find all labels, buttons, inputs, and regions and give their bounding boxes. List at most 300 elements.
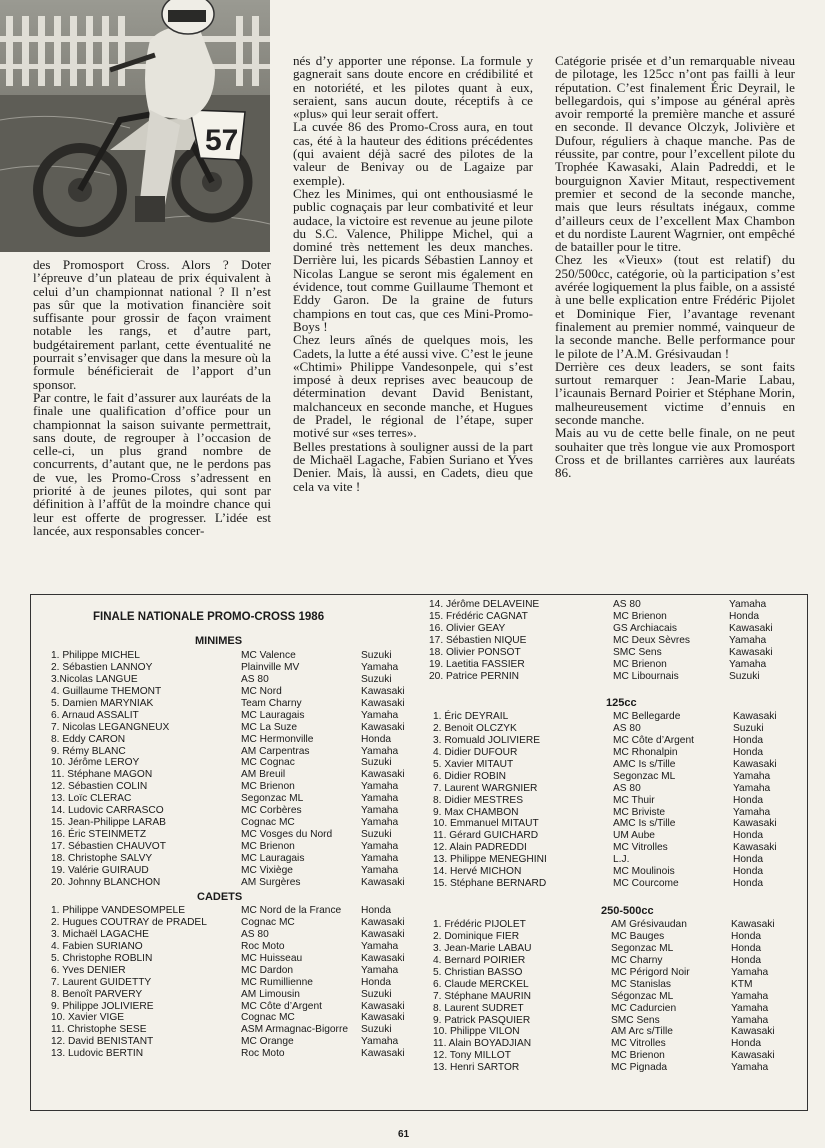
- club-name: MC Bellegarde: [613, 711, 681, 722]
- club-name: AM Arc s/Tille: [611, 1026, 673, 1038]
- rider-name: 13. Ludovic BERTIN: [51, 1048, 144, 1060]
- rider-name: 15. Stéphane BERNARD: [433, 878, 547, 890]
- rider-name: 5. Christophe ROBLIN: [51, 952, 153, 964]
- brand-name: Yamaha: [361, 940, 399, 952]
- rider-name: 1. Philippe MICHEL: [51, 650, 140, 661]
- result-row: [433, 979, 793, 991]
- rider-name: 17. Sébastien CHAUVOT: [51, 841, 166, 852]
- rider-name: 7. Laurent WARGNIER: [433, 782, 538, 794]
- club-name: MC Brienon: [613, 658, 667, 670]
- brand-name: Kawasaki: [361, 1012, 405, 1024]
- rider-name: 1. Philippe VANDESOMPELE: [51, 905, 186, 916]
- section-heading-cadets: CADETS: [197, 891, 243, 903]
- brand-name: Honda: [731, 954, 762, 966]
- rider-name: 20. Johnny BLANCHON: [51, 876, 161, 888]
- rider-name: 5. Christian BASSO: [433, 966, 523, 978]
- club-name: MC Huisseau: [241, 952, 303, 964]
- rider-name: 14. Jérôme DELAVEINE: [429, 599, 540, 610]
- article-paragraph: Chez les Minimes, qui ont enthousiasmé le public cognaçais par leur combativité et leur audace, la victoire est revenue au jeune pilote du S.C. Valence, Philippe Michel, qui a dominé très nettement les deux manches. Derrière lui, les picards Sébastien Lannoy et Nicolas Langue se seront mis également en évidence, tout comme Guillaume Themont et Eddy Garon. De la graine de futurs champions en tout cas, que ces Mini-Promo-Boys !: [293, 185, 533, 334]
- brand-name: Suzuki: [361, 988, 392, 1000]
- rider-name: 13. Philippe MENEGHINI: [433, 854, 547, 866]
- results-title: FINALE NATIONALE PROMO-CROSS 1986: [93, 611, 325, 623]
- rider-name: 7. Stéphane MAURIN: [433, 990, 531, 1002]
- result-row: [51, 769, 411, 781]
- club-name: MC Deux Sèvres: [613, 634, 690, 646]
- result-row: [429, 623, 789, 635]
- rider-name: 8. Benoît PARVERY: [51, 988, 143, 1000]
- result-row: [433, 711, 793, 723]
- club-name: MC Thuir: [613, 794, 655, 806]
- rider-name: 11. Gérard GUICHARD: [433, 830, 539, 842]
- brand-name: Honda: [731, 942, 762, 954]
- cc125-results-list: [433, 711, 793, 890]
- rider-name: 2. Sébastien LANNOY: [51, 661, 153, 673]
- club-name: MC Moulinois: [613, 866, 675, 878]
- brand-name: Suzuki: [733, 722, 764, 734]
- club-name: MC Courcome: [613, 878, 679, 890]
- rider-name: 14. Hervé MICHON: [433, 866, 522, 878]
- result-row: [433, 1038, 793, 1050]
- club-name: Cognac MC: [241, 916, 295, 928]
- result-row: [51, 905, 411, 917]
- result-row: [433, 878, 793, 890]
- brand-name: Yamaha: [361, 793, 399, 805]
- brand-name: Yamaha: [361, 709, 399, 721]
- result-row: [433, 795, 793, 807]
- result-row: [433, 1026, 793, 1038]
- article-paragraph: nés d’y apporter une réponse. La formule y gagnerait sans doute encore en crédibilité et en notoriété, et les pilotes quant à eux, seraient, sans aucun doute, réceptifs à ce «plus» qui leur serait offert.: [293, 53, 533, 122]
- brand-name: Kawasaki: [361, 697, 405, 709]
- club-name: MC Hermonville: [241, 733, 314, 745]
- brand-name: Kawasaki: [361, 1000, 405, 1012]
- club-name: MC Libournais: [613, 670, 679, 682]
- club-name: MC Briviste: [613, 806, 666, 818]
- section-heading-125cc: 125cc: [606, 697, 637, 709]
- result-row: [51, 929, 411, 941]
- result-row: [51, 917, 411, 929]
- rider-name: 4. Didier DUFOUR: [433, 746, 518, 758]
- brand-name: Honda: [729, 610, 760, 622]
- club-name: MC Vosges du Nord: [241, 829, 333, 841]
- club-name: MC Vitrolles: [611, 1038, 666, 1050]
- brand-name: Kawasaki: [361, 1048, 405, 1060]
- result-row: [51, 710, 411, 722]
- club-name: MC Valence: [241, 650, 296, 661]
- rider-name: 1. Frédéric PIJOLET: [433, 919, 526, 930]
- rider-name: 10. Emmanuel MITAUT: [433, 818, 539, 830]
- brand-name: Honda: [361, 733, 392, 745]
- rider-name: 6. Arnaud ASSALIT: [51, 709, 139, 721]
- rider-name: 11. Alain BOYADJIAN: [433, 1038, 532, 1050]
- brand-name: Honda: [731, 1038, 762, 1050]
- rider-name: 2. Benoit OLCZYK: [433, 722, 517, 734]
- article-column-1: [33, 258, 271, 537]
- rider-name: 13. Henri SARTOR: [433, 1062, 520, 1074]
- club-name: UM Aube: [613, 830, 655, 842]
- result-row: [51, 877, 411, 889]
- club-name: MC Côte d’Argent: [241, 1000, 322, 1012]
- brand-name: Yamaha: [733, 806, 771, 818]
- club-name: AM Carpentras: [241, 745, 310, 757]
- brand-name: Kawasaki: [361, 769, 405, 781]
- result-row: [433, 931, 793, 943]
- brand-name: Yamaha: [731, 990, 769, 1002]
- result-row: [433, 854, 793, 866]
- rider-name: 4. Bernard POIRIER: [433, 954, 526, 966]
- result-row: [429, 611, 789, 623]
- article-paragraph: Chez les «Vieux» (tout est relatif) du 250/500cc, catégorie, où la participation s’est avérée logiquement la plus faible, on a assisté à une belle explication entre Frédéric Pijolet et Dominique Fier, l’avantage revenant finalement au premier nommé, vainqueur de la seconde manche. Belle performance pour le pilote de l’A.M. Grésivaudan !: [555, 252, 795, 361]
- rider-name: 3.Nicolas LANGUE: [51, 673, 138, 685]
- brand-name: Yamaha: [731, 1002, 769, 1014]
- brand-name: Yamaha: [361, 817, 399, 829]
- club-name: MC Pignada: [611, 1062, 668, 1074]
- result-row: [51, 817, 411, 829]
- club-name: Team Charny: [241, 697, 302, 709]
- club-name: MC Rumillienne: [241, 976, 313, 988]
- brand-name: Kawasaki: [729, 646, 773, 658]
- result-row: [433, 955, 793, 967]
- rider-photo: [0, 0, 270, 252]
- rider-name: 12. Tony MILLOT: [433, 1050, 511, 1062]
- brand-name: Kawasaki: [733, 711, 777, 722]
- article-column-3: [555, 54, 795, 480]
- club-name: MC Brienon: [611, 1050, 665, 1062]
- club-name: MC Stanislas: [611, 978, 672, 990]
- club-name: AM Breuil: [241, 769, 286, 781]
- club-name: GS Archiacais: [613, 622, 677, 634]
- club-name: AM Surgères: [241, 876, 301, 888]
- rider-name: 16. Olivier GEAY: [429, 622, 506, 634]
- brand-name: Kawasaki: [361, 952, 405, 964]
- club-name: Ségonzac ML: [611, 990, 674, 1002]
- club-name: AS 80: [613, 722, 641, 734]
- rider-name: 11. Christophe SESE: [51, 1024, 147, 1036]
- brand-name: Yamaha: [731, 966, 769, 978]
- result-row: [433, 759, 793, 771]
- result-row: [51, 757, 411, 769]
- result-row: [433, 1015, 793, 1027]
- brand-name: Suzuki: [361, 757, 392, 769]
- result-row: [433, 830, 793, 842]
- brand-name: Yamaha: [729, 599, 767, 610]
- result-row: [51, 841, 411, 853]
- motocross-rider-image: [0, 0, 270, 252]
- brand-name: Kawasaki: [731, 1050, 775, 1062]
- result-row: [51, 734, 411, 746]
- brand-name: Kawasaki: [729, 622, 773, 634]
- brand-name: Yamaha: [361, 864, 399, 876]
- section-heading-250-500cc: 250-500cc: [601, 905, 654, 917]
- cadets-results-list: [51, 905, 411, 1060]
- result-row: [433, 723, 793, 735]
- brand-name: Kawasaki: [361, 685, 405, 697]
- club-name: Plainville MV: [241, 661, 300, 673]
- brand-name: Yamaha: [733, 782, 771, 794]
- rider-name: 17. Sébastien NIQUE: [429, 634, 527, 646]
- club-name: MC Rhonalpin: [613, 746, 678, 758]
- result-row: [51, 989, 411, 1001]
- page-number: 61: [398, 1129, 410, 1140]
- brand-name: Suzuki: [361, 829, 392, 841]
- brand-name: Yamaha: [361, 661, 399, 673]
- club-name: MC Brienon: [241, 841, 295, 852]
- club-name: MC Corbères: [241, 805, 302, 817]
- result-row: [51, 662, 411, 674]
- brand-name: Honda: [733, 746, 764, 758]
- rider-name: 2. Hugues COUTRAY de PRADEL: [51, 916, 207, 928]
- club-name: AS 80: [613, 599, 641, 610]
- club-name: AMC Is s/Tille: [613, 818, 676, 830]
- brand-name: Honda: [733, 734, 764, 746]
- minimes-continued-list: [429, 599, 789, 683]
- club-name: MC Vitrolles: [613, 842, 668, 854]
- rider-name: 4. Fabien SURIANO: [51, 940, 143, 952]
- rider-name: 3. Jean-Marie LABAU: [433, 942, 532, 954]
- result-row: [51, 1036, 411, 1048]
- result-row: [433, 783, 793, 795]
- result-row: [433, 943, 793, 955]
- brand-name: Kawasaki: [361, 876, 405, 888]
- results-box: [30, 594, 808, 1111]
- brand-name: Kawasaki: [733, 758, 777, 770]
- club-name: AMC Is s/Tille: [613, 758, 676, 770]
- brand-name: Kawasaki: [731, 1026, 775, 1038]
- article-paragraph: Catégorie prisée et d’un remarquable niveau de pilotage, les 125cc n’ont pas failli à leur réputation. C’est finalement Éric Deyrail, le bellegardois, qui s’impose au général après avoir remporté la première manche et assuré en seconde. Il devance Olczyk, Jolivière et Dufour, réguliers à chaque manche. Pas de réussite, par contre, pour l’excellent pilote du Trophée Kawasaki, Alain Padreddi, et le bourguignon Xavier Mitaut, respectivement premier et second de la seconde manche, mais que leurs résultats inégaux, comme d’ailleurs ceux de l’excellent Max Chambon et du nordiste Laurent Wagrnier, ont empêché de batailler pour le titre.: [555, 53, 795, 255]
- brand-name: Kawasaki: [361, 916, 405, 928]
- club-name: Segonzac ML: [611, 942, 674, 954]
- brand-name: Yamaha: [729, 658, 767, 670]
- brand-name: Honda: [733, 866, 764, 878]
- club-name: SMC Sens: [611, 1014, 660, 1026]
- rider-name: 3. Michaël LAGACHE: [51, 928, 149, 940]
- result-row: [51, 781, 411, 793]
- brand-name: Kawasaki: [733, 842, 777, 854]
- result-row: [429, 659, 789, 671]
- result-row: [51, 1012, 411, 1024]
- brand-name: Yamaha: [733, 770, 771, 782]
- club-name: AM Grésivaudan: [611, 919, 687, 930]
- brand-name: Yamaha: [361, 1036, 399, 1048]
- brand-name: Suzuki: [361, 650, 392, 661]
- brand-name: Honda: [733, 830, 764, 842]
- result-row: [433, 735, 793, 747]
- club-name: MC Lauragais: [241, 709, 305, 721]
- brand-name: Honda: [731, 930, 762, 942]
- cc250-results-list: [433, 919, 793, 1074]
- article-paragraph: La cuvée 86 des Promo-Cross aura, en tout cas, été à la hauteur des éditions précédentes (qui avaient déjà sacré des pilotes de la valeur de Benivay ou de Lagaize par exemple).: [293, 119, 533, 188]
- rider-name: 8. Eddy CARON: [51, 733, 126, 745]
- club-name: MC Brienon: [613, 610, 667, 622]
- result-row: [51, 965, 411, 977]
- result-row: [51, 853, 411, 865]
- rider-name: 4. Guillaume THEMONT: [51, 685, 162, 697]
- result-row: [433, 967, 793, 979]
- rider-name: 19. Valérie GUIRAUD: [51, 864, 149, 876]
- article-paragraph: des Promosport Cross. Alors ? Doter l’épreuve d’un plateau de prix équivalent à celui d’un championnat national ? Il n’est pas sûr que la motivation financière soit suffisante pour grossir de façon vraiment notable les rangs, et d’autre part, budgétairement parlant, cette éventualité ne pourrait s’envisager que dans la mesure où la formule bénéficierait de l’apport d’un sponsor.: [33, 257, 271, 392]
- article-paragraph: Derrière ces deux leaders, se sont faits surtout remarquer : Jean-Marie Labau, l’icaunais Bernard Poirier et Stéphane Morin, malheureusement victime d’ennuis en seconde manche.: [555, 358, 795, 428]
- result-row: [433, 991, 793, 1003]
- brand-name: Kawasaki: [361, 928, 405, 940]
- result-row: [433, 807, 793, 819]
- result-row: [51, 686, 411, 698]
- result-row: [433, 747, 793, 759]
- rider-name: 9. Max CHAMBON: [433, 806, 519, 818]
- minimes-results-list: [51, 650, 411, 889]
- result-row: [433, 1050, 793, 1062]
- brand-name: Yamaha: [361, 841, 399, 852]
- brand-name: Kawasaki: [731, 919, 775, 930]
- brand-name: Honda: [733, 794, 764, 806]
- brand-name: Yamaha: [729, 634, 767, 646]
- club-name: Cognac MC: [241, 817, 295, 829]
- brand-name: Honda: [361, 976, 392, 988]
- result-row: [429, 635, 789, 647]
- brand-name: Suzuki: [729, 670, 760, 682]
- result-row: [51, 746, 411, 758]
- club-name: MC Cognac: [241, 757, 295, 769]
- club-name: MC Charny: [611, 954, 663, 966]
- result-row: [433, 1062, 793, 1074]
- result-row: [51, 1001, 411, 1013]
- rider-name: 12. Alain PADREDDI: [433, 842, 527, 854]
- rider-name: 1. Éric DEYRAIL: [433, 711, 509, 722]
- rider-name: 10. Jérôme LEROY: [51, 757, 140, 769]
- rider-name: 6. Didier ROBIN: [433, 770, 507, 782]
- club-name: MC Lauragais: [241, 852, 305, 864]
- rider-name: 13. Loïc CLERAC: [51, 793, 132, 805]
- rider-name: 12. Sébastien COLIN: [51, 781, 148, 793]
- club-name: AS 80: [241, 673, 269, 685]
- brand-name: Yamaha: [731, 1062, 769, 1074]
- rider-name: 9. Philippe JOLIVIERE: [51, 1000, 154, 1012]
- brand-name: Honda: [361, 905, 392, 916]
- rider-name: 7. Laurent GUIDETTY: [51, 976, 152, 988]
- result-row: [51, 829, 411, 841]
- result-row: [51, 865, 411, 877]
- brand-name: Kawasaki: [733, 818, 777, 830]
- club-name: MC Nord: [241, 685, 282, 697]
- brand-name: Yamaha: [361, 964, 399, 976]
- result-row: [51, 805, 411, 817]
- rider-name: 19. Laetitia FASSIER: [429, 658, 525, 670]
- club-name: Roc Moto: [241, 940, 285, 952]
- result-row: [51, 698, 411, 710]
- brand-name: Suzuki: [361, 1024, 392, 1036]
- result-row: [51, 793, 411, 805]
- svg-text:57: 57: [205, 124, 239, 157]
- rider-name: 14. Ludovic CARRASCO: [51, 805, 164, 817]
- brand-name: Yamaha: [361, 781, 399, 793]
- article-paragraph: Par contre, le fait d’assurer aux lauréats de la finale une qualification d’office pour un championnat la saison suivante permettrait, sans doute, de regrouper à l’occasion de celle-ci, un plus grand nombre de concurrents, d’autant que, ne le perdons pas de vue, les Promo-Cross s’adressent en priorité à de jeunes pilotes, qui sont par définition à l’affût de la moindre chance qui leur est offerte de progresser. L’idée est lancée, aux responsables concer-: [33, 389, 271, 538]
- club-name: MC Dardon: [241, 964, 294, 976]
- result-row: [429, 647, 789, 659]
- club-name: Roc Moto: [241, 1048, 285, 1060]
- brand-name: Kawasaki: [361, 721, 405, 733]
- club-name: AM Limousin: [241, 988, 300, 1000]
- rider-name: 16. Éric STEINMETZ: [51, 829, 147, 841]
- brand-name: Honda: [733, 878, 764, 890]
- rider-name: 3. Romuald JOLIVIERE: [433, 734, 541, 746]
- result-row: [51, 650, 411, 662]
- result-row: [51, 977, 411, 989]
- result-row: [433, 1003, 793, 1015]
- result-row: [429, 599, 789, 611]
- result-row: [433, 919, 793, 931]
- result-row: [433, 771, 793, 783]
- club-name: MC Périgord Noir: [611, 966, 690, 978]
- result-row: [51, 722, 411, 734]
- rider-name: 2. Dominique FIER: [433, 930, 520, 942]
- article-paragraph: Chez leurs aînés de quelques mois, les Cadets, la lutte a été aussi vive. C’est le jeune «Chtimi» Philippe Vandesonpele, qui s’est imposé à deux reprises avec beaucoup de détermination devant David Benistant, malchanceux en seconde manche, et Hugues de Pradel, le régional de l’étape, super motivé sur «ses terres».: [293, 332, 533, 441]
- club-name: MC Côte d’Argent: [613, 734, 694, 746]
- club-name: MC Vixiège: [241, 864, 293, 876]
- rider-name: 9. Patrick PASQUIER: [433, 1014, 531, 1026]
- rider-name: 20. Patrice PERNIN: [429, 670, 520, 682]
- club-name: L.J.: [613, 854, 630, 866]
- club-name: MC Nord de la France: [241, 905, 342, 916]
- brand-name: Honda: [733, 854, 764, 866]
- club-name: ASM Armagnac-Bigorre: [241, 1024, 349, 1036]
- result-row: [433, 818, 793, 830]
- rider-name: 5. Xavier MITAUT: [433, 758, 514, 770]
- club-name: MC Bauges: [611, 930, 665, 942]
- club-name: SMC Sens: [613, 646, 662, 658]
- rider-name: 10. Philippe VILON: [433, 1026, 520, 1038]
- brand-name: Yamaha: [361, 805, 399, 817]
- result-row: [51, 674, 411, 686]
- article-paragraph: Belles prestations à souligner aussi de la part de Michaël Lagache, Fabien Suriano et Yves Denier. Mais, là aussi, en Cadets, dieu que cela va vite !: [293, 438, 533, 494]
- club-name: Segonzac ML: [613, 770, 676, 782]
- rider-name: 15. Jean-Philippe LARAB: [51, 817, 166, 829]
- club-name: AS 80: [613, 782, 641, 794]
- club-name: Cognac MC: [241, 1012, 295, 1024]
- rider-name: 8. Didier MESTRES: [433, 794, 524, 806]
- section-heading-minimes: MINIMES: [195, 635, 243, 647]
- brand-name: Yamaha: [731, 1014, 769, 1026]
- club-name: AS 80: [241, 928, 269, 940]
- article-paragraph: Mais au vu de cette belle finale, on ne peut souhaiter que très longue vie aux Promosport Cross et de brillantes carrières aux lauréats 86.: [555, 425, 795, 481]
- rider-name: 9. Rémy BLANC: [51, 745, 126, 757]
- rider-name: 12. David BENISTANT: [51, 1036, 154, 1048]
- brand-name: Yamaha: [361, 745, 399, 757]
- rider-name: 10. Xavier VIGE: [51, 1012, 125, 1024]
- club-name: MC La Suze: [241, 721, 298, 733]
- club-name: MC Orange: [241, 1036, 294, 1048]
- rider-name: 18. Olivier PONSOT: [429, 646, 521, 658]
- brand-name: KTM: [731, 978, 753, 990]
- result-row: [51, 1048, 411, 1060]
- article-column-2: [293, 54, 533, 493]
- brand-name: Yamaha: [361, 852, 399, 864]
- rider-name: 15. Frédéric CAGNAT: [429, 610, 528, 622]
- rider-name: 5. Damien MARYNIAK: [51, 697, 154, 709]
- result-row: [429, 671, 789, 683]
- rider-name: 18. Christophe SALVY: [51, 852, 153, 864]
- result-row: [51, 941, 411, 953]
- result-row: [51, 953, 411, 965]
- result-row: [51, 1024, 411, 1036]
- club-name: MC Brienon: [241, 781, 295, 793]
- brand-name: Suzuki: [361, 673, 392, 685]
- result-row: [433, 866, 793, 878]
- rider-name: 6. Claude MERCKEL: [433, 978, 529, 990]
- result-row: [433, 842, 793, 854]
- rider-name: 8. Laurent SUDRET: [433, 1002, 524, 1014]
- rider-name: 7. Nicolas LEGANGNEUX: [51, 721, 170, 733]
- club-name: Segonzac ML: [241, 793, 304, 805]
- rider-name: 6. Yves DENIER: [51, 964, 126, 976]
- rider-name: 11. Stéphane MAGON: [51, 769, 153, 781]
